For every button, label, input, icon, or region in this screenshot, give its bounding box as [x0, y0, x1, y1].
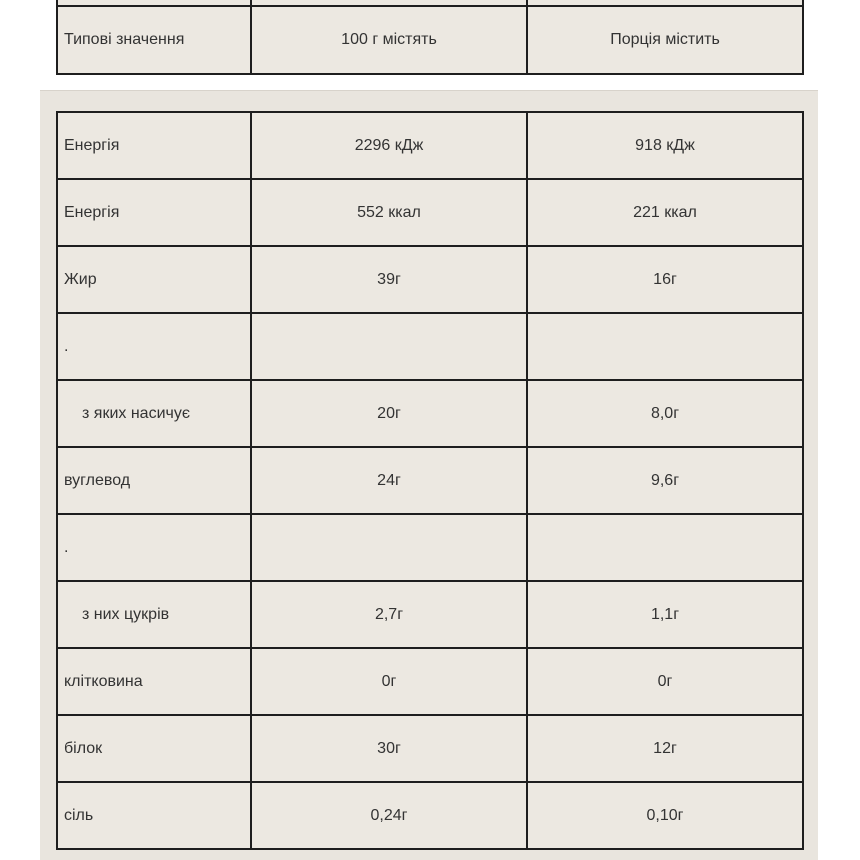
- table-row: [57, 782, 803, 849]
- row-label: клітковина: [57, 648, 251, 715]
- row-per100: 24г: [251, 447, 527, 514]
- table-row: [57, 715, 803, 782]
- row-portion: [527, 313, 803, 380]
- header-table: [56, 0, 804, 75]
- row-portion: 1,1г: [527, 581, 803, 648]
- row-label: з них цукрів: [57, 581, 251, 648]
- table-row: [57, 447, 803, 514]
- row-label: білок: [57, 715, 251, 782]
- table-row: [57, 313, 803, 380]
- table-row: [57, 179, 803, 246]
- row-portion: 918 кДж: [527, 112, 803, 179]
- row-portion: 12г: [527, 715, 803, 782]
- row-per100: 0,24г: [251, 782, 527, 849]
- row-per100: 20г: [251, 380, 527, 447]
- row-per100: 552 ккал: [251, 179, 527, 246]
- header-typical-values: Типові значення: [57, 6, 251, 74]
- row-per100: 0г: [251, 648, 527, 715]
- row-per100: [251, 313, 527, 380]
- table-row: [57, 648, 803, 715]
- row-label: сіль: [57, 782, 251, 849]
- row-portion: 8,0г: [527, 380, 803, 447]
- table-row: [57, 380, 803, 447]
- header-row: [57, 6, 803, 74]
- row-portion: 9,6г: [527, 447, 803, 514]
- row-portion: 16г: [527, 246, 803, 313]
- row-per100: 30г: [251, 715, 527, 782]
- row-label: Енергія: [57, 179, 251, 246]
- header-per-portion: Порція містить: [527, 6, 803, 74]
- nutrition-table: [56, 111, 804, 850]
- row-per100: [251, 514, 527, 581]
- table-row: [57, 112, 803, 179]
- header-per-100g: 100 г містять: [251, 6, 527, 74]
- row-portion: [527, 514, 803, 581]
- row-per100: 39г: [251, 246, 527, 313]
- row-portion: 0,10г: [527, 782, 803, 849]
- row-label: .: [57, 514, 251, 581]
- row-label: Енергія: [57, 112, 251, 179]
- row-per100: 2,7г: [251, 581, 527, 648]
- row-label: вуглевод: [57, 447, 251, 514]
- row-label: Жир: [57, 246, 251, 313]
- row-portion: 0г: [527, 648, 803, 715]
- table-row: [57, 246, 803, 313]
- row-label: .: [57, 313, 251, 380]
- row-portion: 221 ккал: [527, 179, 803, 246]
- table-row: [57, 581, 803, 648]
- row-per100: 2296 кДж: [251, 112, 527, 179]
- table-row: [57, 514, 803, 581]
- row-label: з яких насичує: [57, 380, 251, 447]
